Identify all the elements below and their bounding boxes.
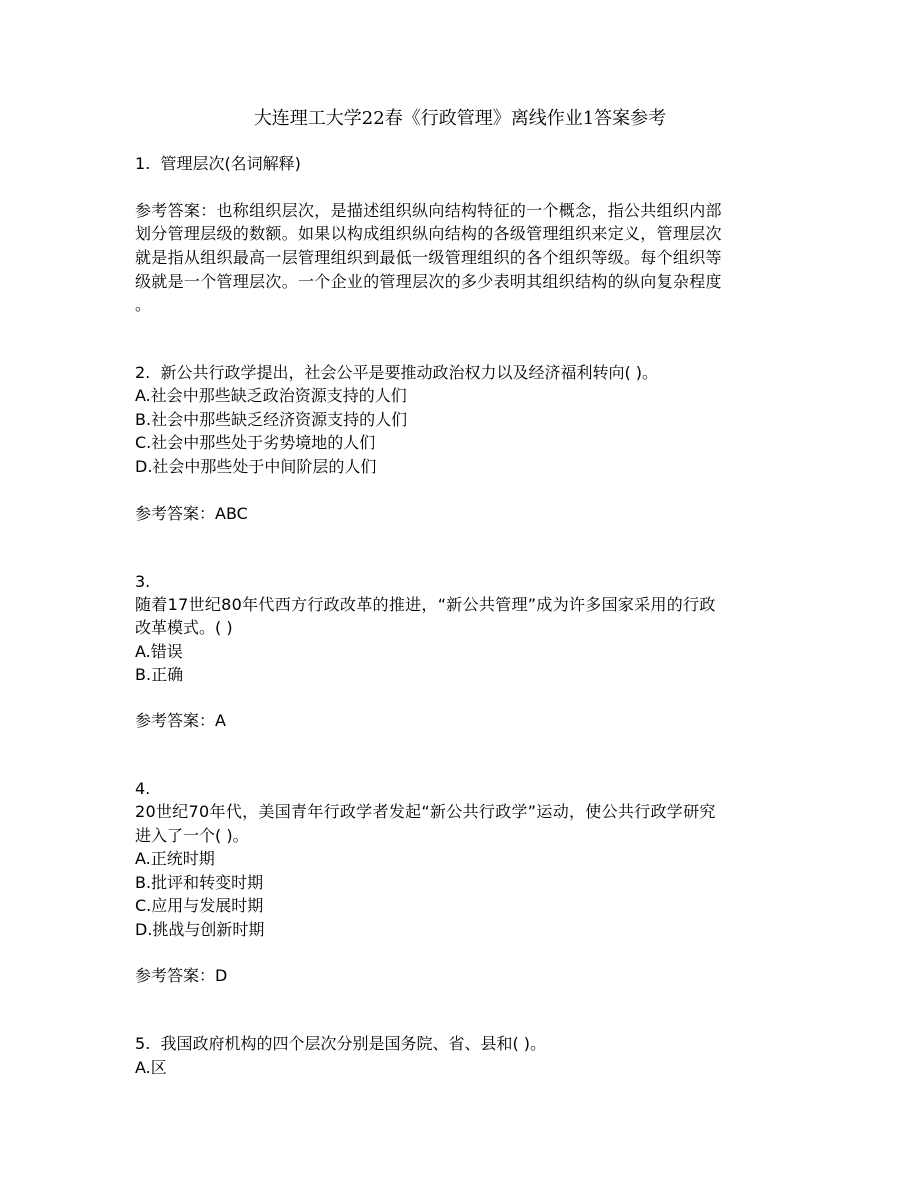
answer: 参考答案：ABC <box>135 504 248 523</box>
question-number: 2. <box>135 363 151 382</box>
document-title: 大连理工大学22春《行政管理》离线作业1答案参考 <box>253 108 667 129</box>
question-text: 新公共行政学提出，社会公平是要推动政治权力以及经济福利转向( )。 <box>160 363 659 382</box>
option-d: D.挑战与创新时期 <box>135 920 265 939</box>
question-5 <box>135 1032 546 1055</box>
question-3-number: 3. <box>135 572 151 591</box>
answer: 参考答案：A <box>135 711 226 730</box>
question-text: 管理层次(名词解释) <box>160 154 301 173</box>
question-4-number: 4. <box>135 779 151 798</box>
option-c: C.应用与发展时期 <box>135 896 264 915</box>
question-text: 改革模式。( ) <box>135 618 233 637</box>
answer-line: 。 <box>135 295 152 314</box>
question-number: 1. <box>135 154 151 173</box>
question-text: 我国政府机构的四个层次分别是国务院、省、县和( )。 <box>160 1034 547 1053</box>
answer-line: 级就是一个管理层次。一个企业的管理层次的多少表明其组织结构的纵向复杂程度 <box>135 272 722 291</box>
answer-line: 就是指从组织最高一层管理组织到最低一级管理组织的各个组织等级。每个组织等 <box>135 248 722 267</box>
option-b: B.正确 <box>135 665 184 684</box>
answer-line: 划分管理层级的数额。如果以构成组织纵向结构的各级管理组织来定义，管理层次 <box>135 224 722 243</box>
option-d: D.社会中那些处于中间阶层的人们 <box>135 457 377 476</box>
option-b: B.社会中那些缺乏经济资源支持的人们 <box>135 410 408 429</box>
answer-line: 参考答案：也称组织层次，是描述组织纵向结构特征的一个概念，指公共组织内部 <box>135 201 722 220</box>
option-a: A.错误 <box>135 642 183 661</box>
option-c: C.社会中那些处于劣势境地的人们 <box>135 433 376 452</box>
option-a: A.区 <box>135 1058 167 1077</box>
question-1 <box>135 152 301 175</box>
option-a: A.社会中那些缺乏政治资源支持的人们 <box>135 386 407 405</box>
option-b: B.批评和转变时期 <box>135 873 264 892</box>
question-2 <box>135 361 658 384</box>
option-a: A.正统时期 <box>135 849 215 868</box>
question-number: 5. <box>135 1034 151 1053</box>
question-text: 进入了一个( )。 <box>135 826 249 845</box>
answer: 参考答案：D <box>135 966 228 985</box>
question-text: 随着17世纪80年代西方行政改革的推进，“新公共管理”成为许多国家采用的行政 <box>135 595 716 614</box>
question-text: 20世纪70年代，美国青年行政学者发起“新公共行政学”运动，使公共行政学研究 <box>135 802 716 821</box>
